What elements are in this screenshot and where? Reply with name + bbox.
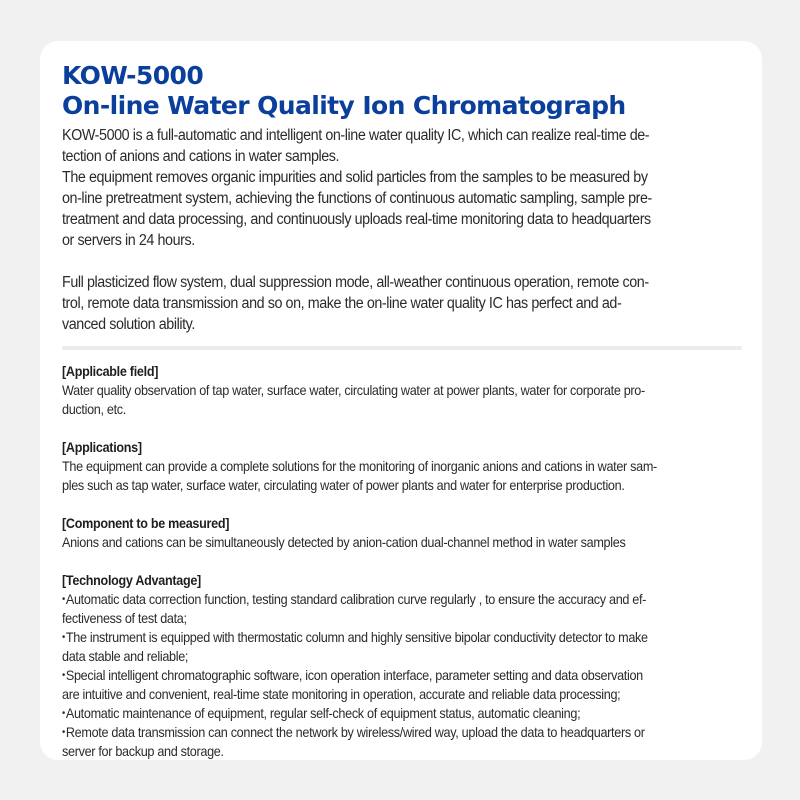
intro-line: KOW-5000 is a full-automatic and intelligent on-line water quality IC, which can realize real-time de- [62,127,650,144]
bullet-continuation: data stable and reliable; [62,649,189,664]
bullet-item: • Remote data transmission can connect the network by wireless/wired way, upload the data to headquarters or [62,723,741,742]
section-line: Anions and cations can be simultaneously detected by anion-cation dual-channel method in water samples [62,535,626,550]
intro-line: on-line pretreatment system, achieving the functions of continuous automatic sampling, sample pre- [62,190,652,207]
bullet-continuation: are intuitive and convenient, real-time state monitoring in operation, accurate and reliable data processing; [62,687,621,702]
bullet-item: • The instrument is equipped with thermostatic column and highly sensitive bipolar conductivity detector to make [62,628,741,647]
section-heading: [Applicable field] [62,364,159,379]
intro-line: Full plasticized flow system, dual suppression mode, all-weather continuous operation, remote con- [62,274,649,291]
section-line: ples such as tap water, surface water, circulating water of power plants and water for enterprise production. [62,478,625,493]
section-applicable-field [62,362,742,419]
bullet-continuation: fectiveness of test data; [62,611,187,626]
intro-line: treatment and data processing, and continuously uploads real-time monitoring data to headquarters [62,211,651,228]
intro-text [62,125,742,335]
intro-line: The equipment removes organic impurities and solid particles from the samples to be measured by [62,169,648,186]
content-card [40,41,762,760]
title-model: KOW-5000 [62,61,204,90]
section-technology [62,571,742,761]
intro-line: or servers in 24 hours. [62,232,195,249]
section-heading: [Component to be measured] [62,516,230,531]
intro-line: tection of anions and cations in water samples. [62,148,340,165]
intro-line: trol, remote data transmission and so on, make the on-line water quality IC has perfect and ad- [62,295,622,312]
section-divider [62,346,742,350]
paragraph-gap [62,251,742,272]
section-component [62,514,742,552]
section-line: Water quality observation of tap water, surface water, circulating water at power plants, water for corporate pro- [62,383,645,398]
bullet-item: • Automatic data correction function, testing standard calibration curve regularly , to ensure the accuracy and ef- [62,590,741,609]
section-applications [62,438,742,495]
title-product: On-line Water Quality Ion Chromatograph [62,91,626,120]
section-heading: [Applications] [62,440,142,455]
bullet-item: • Special intelligent chromatographic software, icon operation interface, parameter setting and data observation [62,666,741,685]
section-line: The equipment can provide a complete solutions for the monitoring of inorganic anions and cations in water sam- [62,459,657,474]
bullet-continuation: server for backup and storage. [62,744,224,759]
intro-line: vanced solution ability. [62,316,195,333]
section-line: duction, etc. [62,402,126,417]
section-heading: [Technology Advantage] [62,573,201,588]
bullet-item: • Automatic maintenance of equipment, regular self-check of equipment status, automatic cleaning; [62,704,741,723]
page-title [62,61,742,121]
